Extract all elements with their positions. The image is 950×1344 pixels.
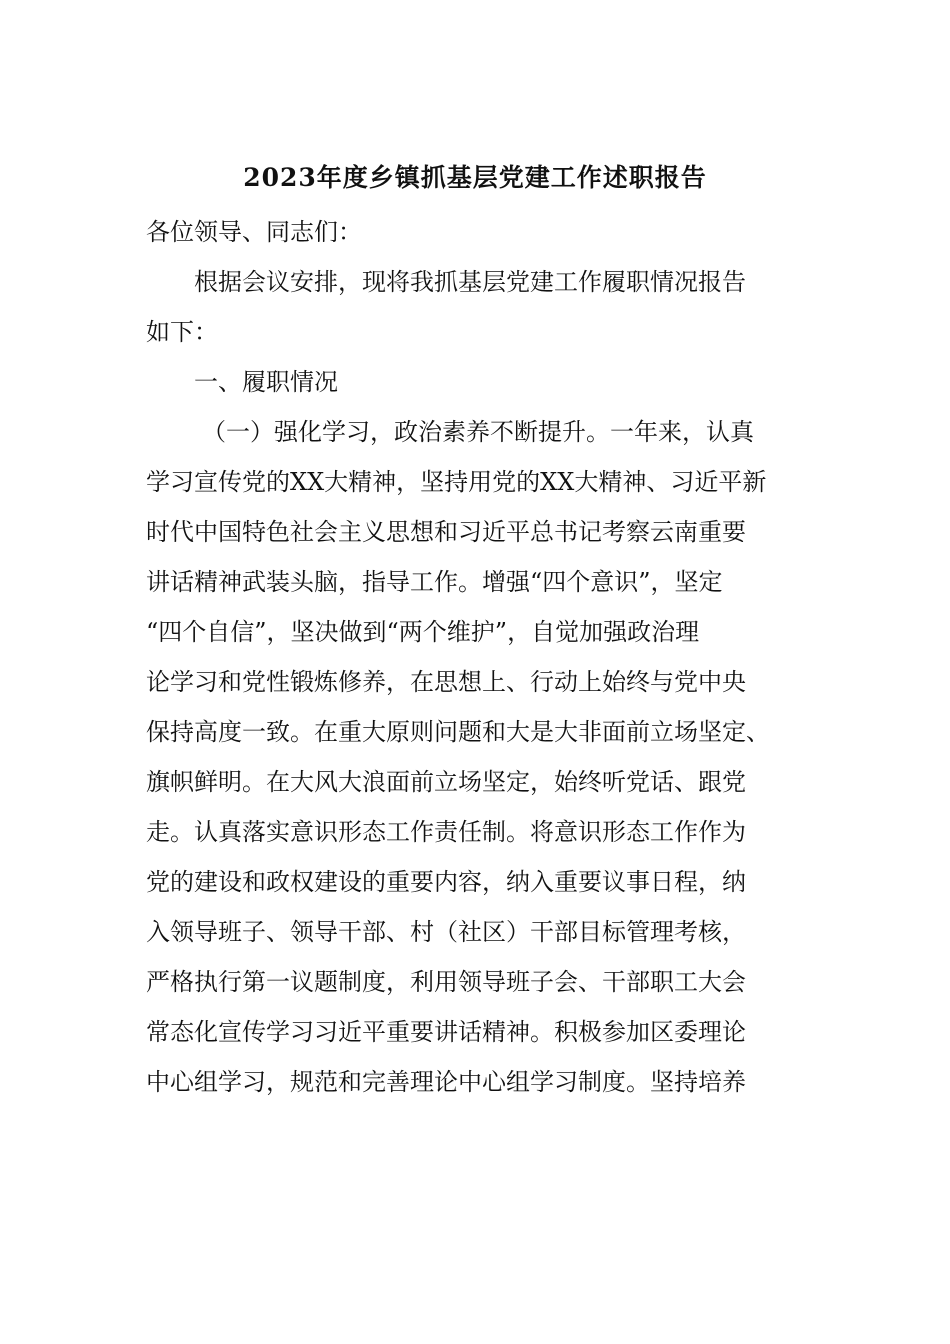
paragraph-line: 党的建设和政权建设的重要内容，纳入重要议事日程，纳 [146, 868, 746, 896]
paragraph-line: 如下： [146, 318, 218, 346]
document-title: 2023年度乡镇抓基层党建工作述职报告 [243, 163, 707, 192]
paragraph-line: 保持高度一致。在重大原则问题和大是大非面前立场坚定、 [146, 718, 770, 746]
paragraph-line: 根据会议安排，现将我抓基层党建工作履职情况报告 [194, 268, 746, 296]
document-body [146, 207, 806, 1107]
paragraph-line: 学习宣传党的XX大精神，坚持用党的XX大精神、习近平新 [146, 468, 767, 496]
subsection-heading-line: （一）强化学习，政治素养不断提升。一年来，认真 [202, 418, 754, 446]
paragraph-line: 中心组学习，规范和完善理论中心组学习制度。坚持培养 [146, 1068, 746, 1096]
paragraph-line: 走。认真落实意识形态工作责任制。将意识形态工作作为 [146, 818, 746, 846]
paragraph-line: 时代中国特色社会主义思想和习近平总书记考察云南重要 [146, 518, 746, 546]
paragraph-line: “四个自信”，坚决做到“两个维护”，自觉加强政治理 [146, 618, 700, 646]
paragraph-line: 严格执行第一议题制度，利用领导班子会、干部职工大会 [146, 968, 746, 996]
paragraph-line: 旗帜鲜明。在大风大浪面前立场坚定，始终听党话、跟党 [146, 768, 746, 796]
section-heading: 一、履职情况 [194, 368, 338, 396]
paragraph-line: 论学习和党性锻炼修养，在思想上、行动上始终与党中央 [146, 668, 746, 696]
salutation-line: 各位领导、同志们： [146, 218, 362, 246]
paragraph-line: 常态化宣传学习习近平重要讲话精神。积极参加区委理论 [146, 1018, 746, 1046]
paragraph-line: 入领导班子、领导干部、村（社区）干部目标管理考核， [146, 918, 746, 946]
paragraph-line: 讲话精神武装头脑，指导工作。增强“四个意识”，坚定 [146, 568, 723, 596]
